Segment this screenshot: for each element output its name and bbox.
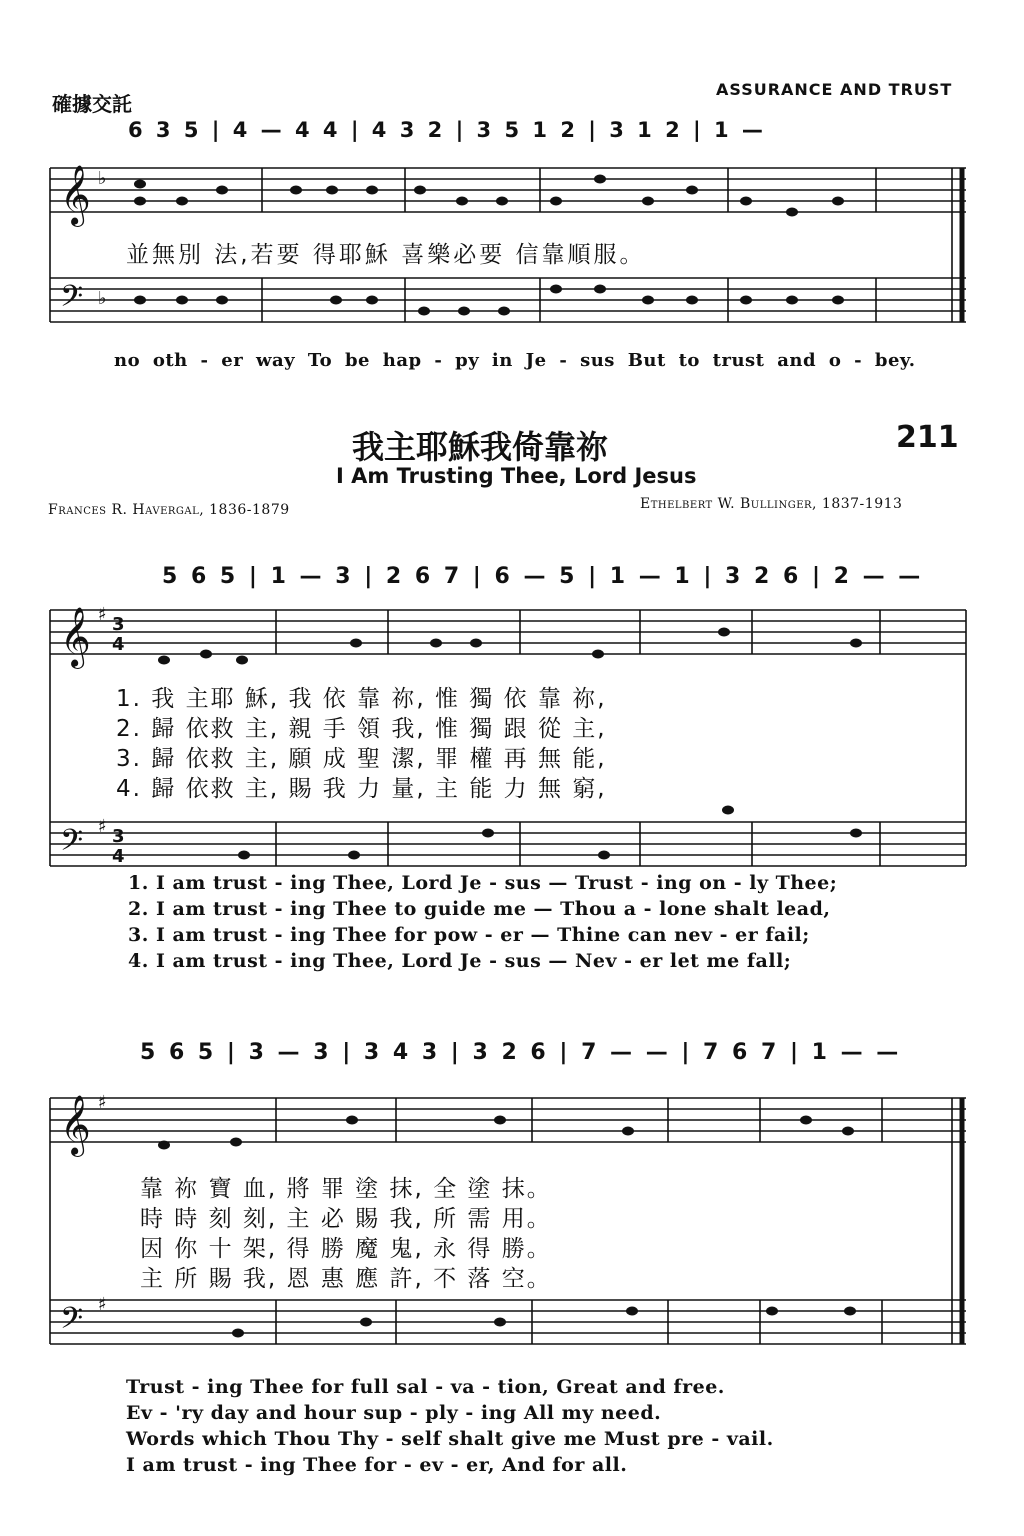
bass-clef-icon: 𝄢 — [60, 280, 84, 321]
svg-text:4: 4 — [112, 634, 125, 655]
system1-cn-verse-2: 2. 歸 依救 主, 親 手 領 我, 惟 獨 跟 從 主, — [116, 716, 607, 742]
treble-clef-icon: 𝄞 — [60, 165, 91, 225]
system1-cn-verse-3: 3. 歸 依救 主, 願 成 聖 潔, 罪 權 再 無 能, — [116, 746, 607, 772]
system2-en-verse-2: Ev - 'ry day and hour sup - ply - ing All my need. — [126, 1402, 662, 1424]
system1-cn-verse-4: 4. 歸 依救 主, 賜 我 力 量, 主 能 力 無 窮, — [116, 776, 607, 802]
category-en: ASSURANCE AND TRUST — [716, 80, 953, 99]
system2-cn-verse-2: 時 時 刻 刻, 主 必 賜 我, 所 需 用。 — [140, 1206, 552, 1232]
system1-en-verse-3: 3. I am trust - ing Thee for pow - er — Thine can nev - er fail; — [128, 924, 810, 946]
svg-text:𝄞: 𝄞 — [60, 1095, 91, 1155]
svg-text:♭: ♭ — [98, 168, 107, 189]
svg-text:3: 3 — [112, 614, 125, 635]
prev-lyrics-cn: 並無別 法,若要 得耶穌 喜樂必要 信靠順服。 — [126, 242, 646, 268]
svg-text:♯: ♯ — [98, 1092, 107, 1113]
system1-en-verse-4: 4. I am trust - ing Thee, Lord Je - sus — Nev - er let me fall; — [128, 950, 792, 972]
hymn-title-en: I Am Trusting Thee, Lord Jesus — [336, 464, 697, 488]
hymn-number: 211 — [896, 420, 959, 455]
svg-text:3: 3 — [112, 826, 125, 847]
system2-en-verse-3: Words which Thou Thy - self shalt give me Must pre - vail. — [126, 1428, 774, 1450]
hymn-title-cn: 我主耶穌我倚靠祢 — [352, 428, 609, 466]
system1-en-verse-1: 1. I am trust - ing Thee, Lord Je - sus — Trust - ing on - ly Thee; — [128, 872, 838, 894]
svg-text:𝄢: 𝄢 — [60, 824, 84, 865]
svg-text:𝄢: 𝄢 — [60, 1302, 84, 1343]
category-cn: 確據交託 — [52, 92, 132, 116]
system2-numbered-notation: 5 6 5 | 3 — 3 | 3 4 3 | 3 2 6 | 7 — — | 7 6 7 | 1 — — — [140, 1040, 902, 1065]
svg-text:♭: ♭ — [98, 288, 107, 309]
system2-cn-verse-3: 因 你 十 架, 得 勝 魔 鬼, 永 得 勝。 — [140, 1236, 552, 1262]
svg-text:𝄞: 𝄞 — [60, 607, 91, 667]
system2-cn-verse-1: 靠 祢 寶 血, 將 罪 塗 抹, 全 塗 抹。 — [140, 1176, 552, 1202]
svg-text:♯: ♯ — [98, 1294, 107, 1315]
svg-text:♯: ♯ — [98, 604, 107, 625]
composer: Ethelbert W. Bullinger, 1837-1913 — [640, 496, 903, 512]
system2-cn-verse-4: 主 所 賜 我, 恩 惠 應 許, 不 落 空。 — [140, 1266, 552, 1292]
system1-cn-verse-1: 1. 我 主耶 穌, 我 依 靠 祢, 惟 獨 依 靠 祢, — [116, 686, 607, 712]
svg-text:♯: ♯ — [98, 816, 107, 837]
system2-en-verse-4: I am trust - ing Thee for - ev - er, And for all. — [126, 1454, 628, 1476]
clef-symbols — [60, 165, 125, 1343]
svg-text:4: 4 — [112, 846, 125, 867]
system1-numbered-notation: 5 6 5 | 1 — 3 | 2 6 7 | 6 — 5 | 1 — 1 | 3 2 6 | 2 — — — [162, 564, 924, 589]
system1-en-verse-2: 2. I am trust - ing Thee to guide me — Thou a - lone shalt lead, — [128, 898, 831, 920]
prev-numbered-notation: 6 3 5 | 4 — 4 4 | 4 3 2 | 3 5 1 2 | 3 1 2 | 1 — — [128, 118, 766, 142]
lyricist: Frances R. Havergal, 1836-1879 — [48, 502, 290, 518]
system2-en-verse-1: Trust - ing Thee for full sal - va - tion, Great and free. — [126, 1376, 725, 1398]
prev-lyrics-en: no oth - er way To be hap - py in Je - sus But to trust and o - bey. — [114, 350, 916, 371]
